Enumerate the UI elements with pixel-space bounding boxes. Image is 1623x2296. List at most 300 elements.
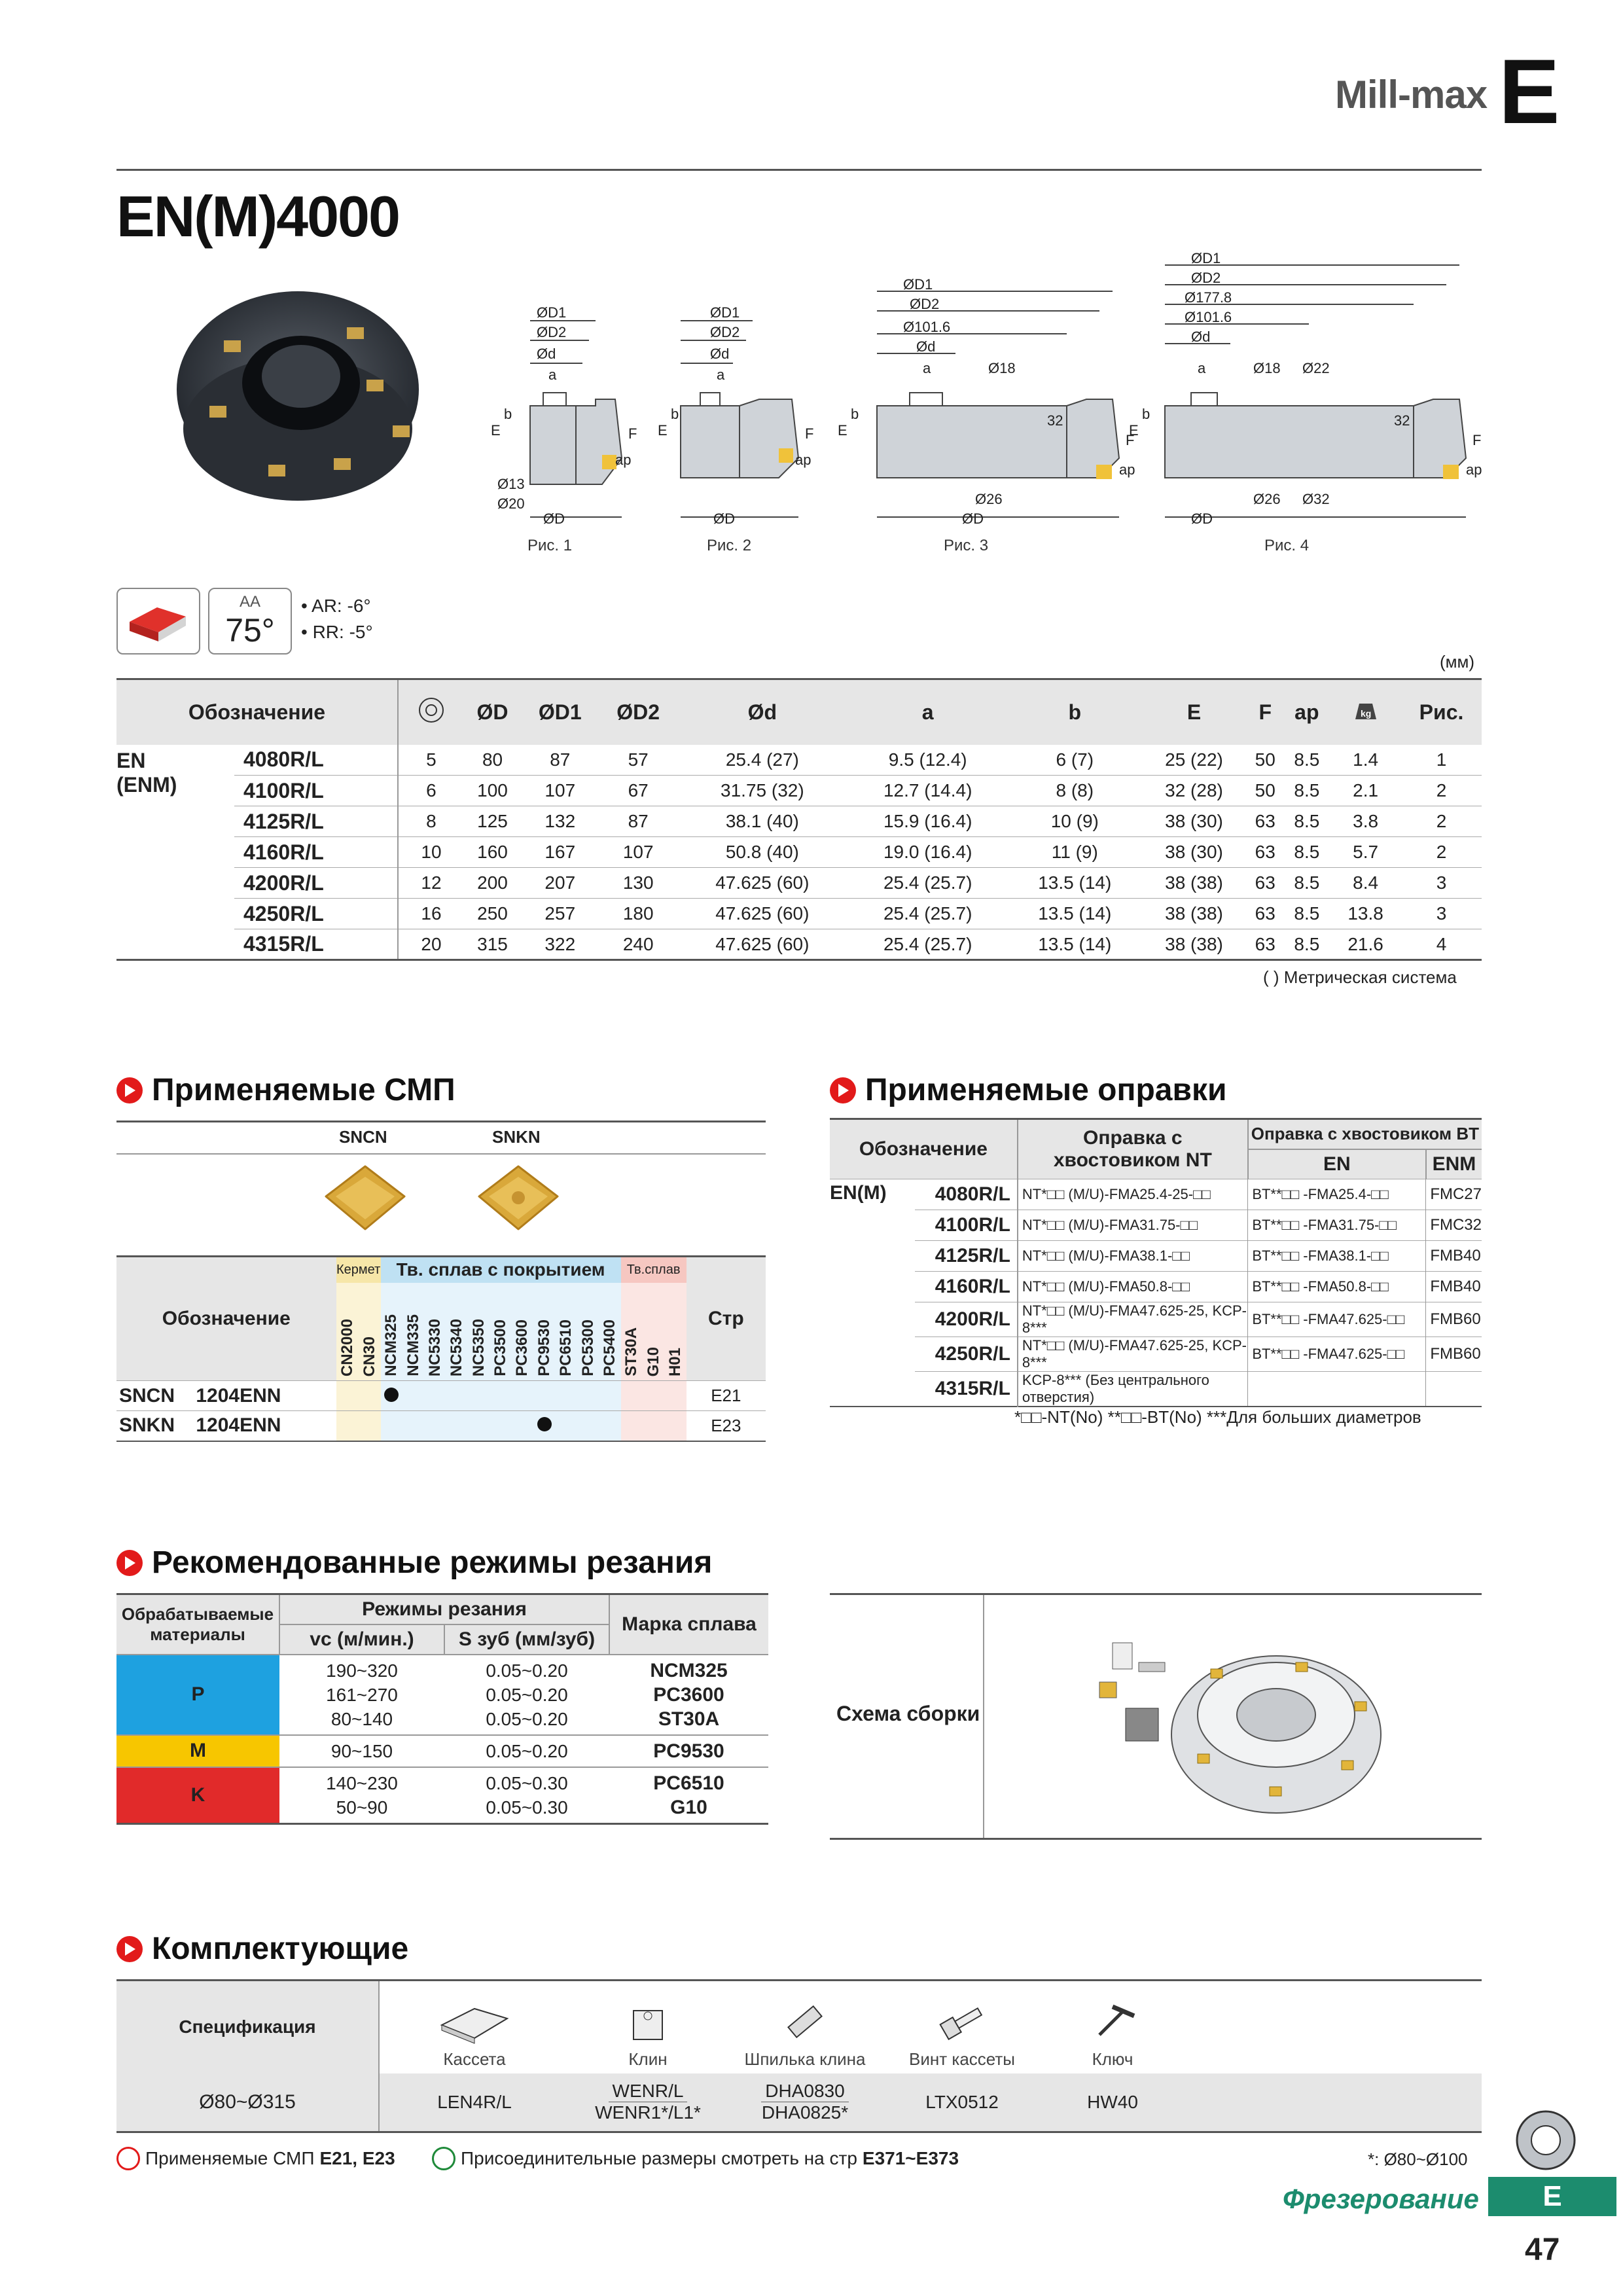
cutting-section-title: Рекомендованные режимы резания — [116, 1545, 712, 1581]
table-cell: 160 — [477, 842, 508, 862]
svg-text:F: F — [628, 425, 637, 442]
arbors-bt-header: Оправка с хвостовиком BT — [1248, 1119, 1482, 1149]
availability-dot-icon — [384, 1388, 399, 1402]
wedge-col: Клин — [569, 1981, 726, 2073]
col-D1: ØD1 — [538, 700, 582, 724]
svg-text:Ø18: Ø18 — [1253, 360, 1281, 376]
teeth-icon — [398, 679, 464, 745]
insert-designation: SNKN 1204ENN — [119, 1414, 281, 1437]
grade-header: CN2000 — [336, 1283, 359, 1381]
svg-text:b: b — [671, 406, 679, 422]
table-row — [830, 1337, 1482, 1372]
snkn-label: SNKN — [492, 1127, 541, 1147]
table-row — [116, 1767, 768, 1824]
cutting-table — [116, 1593, 768, 1825]
dimension-drawings — [458, 250, 1482, 563]
grade-cell — [468, 1381, 490, 1411]
table-cell: 8 — [426, 811, 437, 831]
table-cell: 80 — [482, 749, 503, 770]
svg-text:a: a — [1198, 360, 1206, 376]
arrow-circle-icon — [116, 2147, 140, 2170]
spec-header: Спецификация — [116, 1981, 379, 2073]
grade-header: NCM335 — [402, 1283, 424, 1381]
table-row — [116, 899, 1482, 929]
group-label: (ENM) — [116, 772, 177, 797]
grade-cell — [599, 1381, 620, 1411]
table-cell: 4080R/L — [915, 1179, 1018, 1210]
table-cell: BT**□□ -FMA31.75-□□ — [1248, 1210, 1426, 1241]
availability-dot-icon — [537, 1417, 552, 1431]
svg-text:Ø26: Ø26 — [975, 491, 1003, 507]
group-carbide: Тв.сплав — [621, 1257, 687, 1283]
material-cell: K — [116, 1767, 279, 1824]
table-cell: 16 — [421, 903, 442, 924]
table-cell: 3 — [1436, 903, 1447, 924]
svg-text:b: b — [851, 406, 859, 422]
svg-text:ØD2: ØD2 — [710, 324, 740, 340]
svg-text:a: a — [717, 367, 725, 383]
table-cell: 4200R/L — [234, 868, 398, 899]
inserts-table — [116, 1255, 766, 1442]
grade-cell — [336, 1381, 359, 1411]
svg-text:b: b — [504, 406, 512, 422]
parts-section-title: Комплектующие — [116, 1931, 408, 1967]
col-fig: Рис. — [1419, 700, 1464, 724]
table-cell: NT*□□ (M/U)-FMA25.4-25-□□ — [1018, 1179, 1248, 1210]
fig4-caption: Рис. 4 — [1264, 537, 1310, 554]
table-cell: 3.8 — [1353, 811, 1379, 831]
table-cell: 10 (9) — [1050, 811, 1099, 831]
svg-text:ap: ap — [615, 452, 632, 468]
table-cell: 107 — [622, 842, 654, 862]
inserts-page-header: Стр — [687, 1257, 766, 1381]
table-cell: 8.5 — [1294, 933, 1320, 954]
table-cell: 63 — [1255, 811, 1275, 831]
table-cell: 13.5 (14) — [1038, 872, 1112, 893]
assembly-label: Схема сборки — [836, 1702, 980, 1725]
insert-page[interactable]: E21 — [711, 1386, 741, 1405]
table-cell: FMB40 — [1430, 1247, 1481, 1265]
group-label: EN — [116, 748, 146, 772]
sz-cell: 0.05~0.20 0.05~0.20 0.05~0.20 — [486, 1660, 568, 1729]
cassette-screw-col: Винт кассеты — [883, 1981, 1041, 2073]
table-cell: 4200R/L — [915, 1302, 1018, 1337]
table-cell: 132 — [544, 811, 576, 831]
col-D2: ØD2 — [616, 700, 660, 724]
table-cell: 12 — [421, 872, 442, 893]
table-cell: 19.0 (16.4) — [883, 842, 972, 862]
svg-text:Ød: Ød — [537, 346, 556, 362]
weight-icon — [1330, 679, 1401, 745]
table-cell: 125 — [477, 811, 508, 831]
insert-shape-icon — [116, 588, 200, 655]
table-cell: 4125R/L — [234, 806, 398, 837]
table-cell: 32 (28) — [1165, 780, 1223, 800]
svg-text:ØD: ØD — [543, 511, 565, 527]
table-cell: FMB60 — [1430, 1345, 1481, 1363]
table-cell: 4100R/L — [234, 776, 398, 806]
table-cell: 8 (8) — [1056, 780, 1094, 800]
fig2-caption: Рис. 2 — [707, 537, 752, 554]
table-cell: 8.5 — [1294, 811, 1320, 831]
table-cell: 315 — [477, 933, 508, 954]
table-cell — [1426, 1372, 1482, 1407]
footer-connection-ref[interactable]: Присоединительные размеры смотреть на стр E371~E373 — [432, 2147, 959, 2170]
arbors-en-header: EN — [1248, 1149, 1426, 1179]
grade-header: PC3500 — [490, 1283, 511, 1381]
table-cell: 50.8 (40) — [725, 842, 799, 862]
cutter-thumbnail — [1513, 2108, 1578, 2173]
grade-header: PC5300 — [577, 1283, 599, 1381]
table-cell: 2.1 — [1353, 780, 1379, 800]
svg-text:b: b — [1142, 406, 1150, 422]
table-cell: 8.4 — [1353, 872, 1379, 893]
col-designation: Обозначение — [116, 679, 398, 745]
svg-text:ØD1: ØD1 — [1191, 250, 1221, 266]
svg-text:F: F — [805, 425, 814, 442]
table-cell: 13.8 — [1347, 903, 1383, 924]
col-a: a — [921, 700, 934, 724]
grade-cell — [424, 1381, 446, 1411]
grade-header: NC5350 — [468, 1283, 490, 1381]
material-cell: M — [116, 1735, 279, 1767]
rr-angle: • RR: -5° — [301, 622, 373, 642]
screw-icon — [933, 1999, 991, 2045]
grade-cell — [555, 1411, 577, 1441]
svg-text:32: 32 — [1047, 412, 1063, 429]
cutter-photo — [170, 268, 425, 530]
svg-text:E: E — [1129, 422, 1139, 439]
grade-cell — [512, 1411, 533, 1441]
fig3-caption: Рис. 3 — [944, 537, 989, 554]
table-row — [830, 1272, 1482, 1302]
grade-cell — [664, 1411, 686, 1441]
table-row — [830, 1372, 1482, 1407]
sncn-insert-image — [319, 1164, 411, 1236]
table-cell: 11 (9) — [1051, 842, 1098, 862]
table-cell: 100 — [477, 780, 508, 800]
parts-row-label: Ø80~Ø315 — [116, 2073, 379, 2132]
insert-designation: SNCN 1204ENN — [119, 1384, 281, 1407]
table-cell: 4 — [1436, 933, 1447, 954]
arbor-group: EN(M) — [830, 1182, 887, 1204]
footer-inserts-ref[interactable]: Применяемые СМП E21, E23 — [116, 2147, 395, 2170]
table-cell: 87 — [628, 811, 649, 831]
table-cell: 12.7 (14.4) — [883, 780, 972, 800]
assembly-divider — [983, 1595, 984, 1838]
table-row — [116, 1411, 766, 1441]
grade-cell — [468, 1411, 490, 1441]
table-cell: 63 — [1255, 842, 1275, 862]
table-cell: 130 — [622, 872, 654, 893]
arbors-table — [830, 1118, 1482, 1407]
table-row — [116, 1655, 768, 1735]
grade-header: H01 — [664, 1283, 686, 1381]
grade-header: PC9530 — [533, 1283, 555, 1381]
cassette-value: LEN4R/L — [437, 2091, 512, 2112]
svg-text:Ø32: Ø32 — [1302, 491, 1330, 507]
grade-cell — [359, 1381, 381, 1411]
table-cell — [1248, 1372, 1426, 1407]
table-row — [116, 776, 1482, 806]
grade-cell: PC6510 G10 — [653, 1772, 724, 1818]
vc-cell: 190~320 161~270 80~140 — [326, 1660, 398, 1729]
grade-cell — [577, 1411, 599, 1441]
svg-text:ØD2: ØD2 — [910, 296, 940, 312]
svg-text:F: F — [1472, 432, 1482, 448]
table-cell: 2 — [1436, 842, 1447, 862]
table-cell: 8.5 — [1294, 780, 1320, 800]
grade-cell — [643, 1381, 664, 1411]
table-cell: 47.625 (60) — [715, 933, 810, 954]
table-cell: 38 (38) — [1165, 903, 1223, 924]
svg-text:E: E — [838, 422, 847, 439]
col-D: ØD — [476, 700, 508, 724]
table-cell: BT**□□ -FMA25.4-□□ — [1248, 1179, 1426, 1210]
grade-cell — [643, 1411, 664, 1441]
vc-cell: 90~150 — [330, 1740, 393, 1761]
inserts-rule — [116, 1121, 766, 1122]
approach-angle-box — [208, 588, 292, 655]
table-row — [116, 929, 1482, 960]
wedge-value: WENR/L WENR1*/L1* — [595, 2081, 701, 2123]
svg-text:E: E — [491, 422, 501, 439]
grade-header: PC5400 — [599, 1283, 620, 1381]
table-cell: 25.4 (27) — [725, 749, 799, 770]
table-row — [116, 868, 1482, 899]
svg-text:F: F — [1126, 432, 1135, 448]
grade-cell — [381, 1411, 402, 1441]
table-cell: 4125R/L — [915, 1241, 1018, 1272]
grade-cell — [336, 1411, 359, 1441]
table-cell: 4160R/L — [234, 837, 398, 868]
table-cell: 67 — [628, 780, 649, 800]
section-letter: E — [1499, 40, 1560, 143]
table-cell: BT**□□ -FMA38.1-□□ — [1248, 1241, 1426, 1272]
table-cell: 13.5 (14) — [1038, 933, 1112, 954]
table-cell: FMB60 — [1430, 1310, 1481, 1328]
table-cell: 25.4 (25.7) — [883, 903, 972, 924]
table-cell: 8.5 — [1294, 872, 1320, 893]
table-cell: 4250R/L — [234, 899, 398, 929]
table-cell: 200 — [477, 872, 508, 893]
sz-cell: 0.05~0.30 0.05~0.30 — [486, 1772, 568, 1818]
svg-text:Ø22: Ø22 — [1302, 360, 1330, 376]
aa-label: AA — [239, 593, 260, 611]
col-ap: ap — [1294, 700, 1319, 724]
screw-value: LTX0512 — [925, 2091, 999, 2112]
svg-text:Ød: Ød — [916, 338, 936, 355]
section-arrow-icon — [116, 1936, 143, 1962]
table-row — [116, 806, 1482, 837]
grade-cell — [359, 1411, 381, 1441]
table-cell: 3 — [1436, 872, 1447, 893]
vc-header: vc (м/мин.) — [279, 1624, 444, 1655]
svg-text:ØD: ØD — [1191, 511, 1213, 527]
grade-cell — [599, 1411, 620, 1441]
svg-text:ap: ap — [795, 452, 812, 468]
grade-cell — [446, 1381, 468, 1411]
svg-text:Ø20: Ø20 — [497, 495, 525, 512]
table-cell: 4080R/L — [234, 745, 398, 776]
cassette-icon — [435, 1999, 514, 2045]
grade-cell — [664, 1381, 686, 1411]
grade-cell — [621, 1381, 643, 1411]
table-cell: 21.6 — [1347, 933, 1383, 954]
key-value: HW40 — [1087, 2091, 1138, 2112]
grade-header: ST30A — [621, 1283, 643, 1381]
svg-text:E: E — [658, 422, 668, 439]
material-header: Обрабатываемые материалы — [116, 1594, 279, 1655]
grade-header: NCM325 — [381, 1283, 402, 1381]
assembly-rule-top — [830, 1593, 1482, 1595]
table-cell: FMC27 — [1430, 1185, 1482, 1203]
svg-text:Ø101.6: Ø101.6 — [903, 319, 951, 335]
weight-unit: kg — [1360, 708, 1371, 719]
grade-cell — [490, 1381, 511, 1411]
svg-text:ØD2: ØD2 — [1191, 270, 1221, 286]
section-name: Фрезерование — [1283, 2183, 1479, 2214]
cassette-col: Кассета — [379, 1981, 569, 2073]
grade-cell — [533, 1411, 555, 1441]
inserts-rule2 — [116, 1153, 766, 1155]
table-cell: 107 — [544, 780, 576, 800]
table-cell: 47.625 (60) — [715, 903, 810, 924]
grade-header: PC6510 — [555, 1283, 577, 1381]
table-cell: 9.5 (12.4) — [888, 749, 967, 770]
col-E: E — [1186, 700, 1202, 724]
table-cell: 5 — [426, 749, 437, 770]
grade-cell — [577, 1381, 599, 1411]
star-note: *: Ø80~Ø100 — [1368, 2149, 1468, 2169]
table-cell: 38 (38) — [1165, 933, 1223, 954]
table-cell: 4100R/L — [915, 1210, 1018, 1241]
table-cell: 47.625 (60) — [715, 872, 810, 893]
table-cell: 4315R/L — [915, 1372, 1018, 1407]
sz-cell: 0.05~0.20 — [486, 1740, 568, 1761]
table-cell: 6 — [426, 780, 437, 800]
table-row — [116, 1381, 766, 1411]
fig1-caption: Рис. 1 — [527, 537, 573, 554]
table-cell: FMC32 — [1430, 1216, 1482, 1234]
svg-text:Ø101.6: Ø101.6 — [1185, 309, 1232, 325]
insert-page[interactable]: E23 — [711, 1415, 741, 1435]
main-spec-table — [116, 678, 1482, 961]
metric-note: ( ) Метрическая система — [1263, 967, 1457, 987]
grade-cell — [512, 1381, 533, 1411]
assembly-drawing — [1073, 1623, 1387, 1820]
svg-text:Ø26: Ø26 — [1253, 491, 1281, 507]
svg-text:ØD1: ØD1 — [903, 276, 933, 293]
grade-cell — [424, 1411, 446, 1441]
key-col: Ключ — [1041, 1981, 1185, 2073]
col-d: Ød — [747, 700, 777, 724]
svg-text:ØD1: ØD1 — [710, 304, 740, 321]
units-label: (мм) — [1440, 652, 1475, 672]
section-arrow-icon — [116, 1550, 143, 1576]
sncn-label: SNCN — [339, 1127, 387, 1147]
table-cell: FMB40 — [1430, 1278, 1481, 1295]
page-number: 47 — [1525, 2233, 1560, 2267]
table-cell: 4315R/L — [234, 929, 398, 960]
snkn-insert-image — [473, 1164, 564, 1236]
arbors-note: *□□-NT(No) **□□-BT(No) ***Для больших диаметров — [1014, 1407, 1421, 1427]
table-cell: 63 — [1255, 903, 1275, 924]
grade-header: Марка сплава — [609, 1594, 768, 1655]
group-cell — [116, 745, 234, 960]
svg-text:ap: ap — [1466, 461, 1482, 478]
grade-header: G10 — [643, 1283, 664, 1381]
table-cell: 6 (7) — [1056, 749, 1094, 770]
table-cell: 10 — [421, 842, 442, 862]
grade-cell — [621, 1411, 643, 1441]
svg-text:32: 32 — [1394, 412, 1410, 429]
svg-text:ØD2: ØD2 — [537, 324, 567, 340]
table-row — [830, 1241, 1482, 1272]
table-cell: BT**□□ -FMA47.625-□□ — [1248, 1337, 1426, 1372]
parts-table — [116, 1979, 1482, 2133]
table-row — [116, 837, 1482, 868]
grade-cell — [446, 1411, 468, 1441]
table-cell: 8.5 — [1294, 842, 1320, 862]
grade-cell — [402, 1411, 424, 1441]
arbors-enm-header: ENM — [1432, 1153, 1476, 1175]
stud-value: DHA0830 DHA0825* — [761, 2081, 849, 2123]
aa-value: 75° — [225, 612, 275, 649]
table-cell: NT*□□ (M/U)-FMA47.625-25, KCP-8*** — [1018, 1337, 1248, 1372]
table-cell: NT*□□ (M/U)-FMA50.8-□□ — [1018, 1272, 1248, 1302]
ar-angle: • AR: -6° — [301, 596, 371, 616]
arbors-nt-header: Оправка с хвостовиком NT — [1018, 1119, 1248, 1179]
table-cell: 15.9 (16.4) — [883, 811, 972, 831]
table-cell: 240 — [622, 933, 654, 954]
table-cell: 322 — [544, 933, 576, 954]
table-cell: 20 — [421, 933, 442, 954]
arrow-circle-icon — [432, 2147, 455, 2170]
grade-cell: NCM325 PC3600 ST30A — [650, 1659, 728, 1730]
top-rule — [116, 169, 1482, 171]
table-cell: 87 — [550, 749, 571, 770]
table-cell: NT*□□ (M/U)-FMA31.75-□□ — [1018, 1210, 1248, 1241]
svg-text:ØD: ØD — [713, 511, 735, 527]
table-cell: 50 — [1255, 749, 1275, 770]
table-cell: 38.1 (40) — [725, 811, 799, 831]
svg-text:ØD1: ØD1 — [537, 304, 567, 321]
group-cermet: Кермет — [336, 1257, 381, 1283]
svg-text:ØD: ØD — [962, 511, 984, 527]
table-row — [830, 1302, 1482, 1337]
table-cell: 38 (30) — [1165, 842, 1223, 862]
table-cell: 5.7 — [1353, 842, 1379, 862]
table-cell: 25.4 (25.7) — [883, 933, 972, 954]
grade-header: NC5330 — [424, 1283, 446, 1381]
grade-cell — [402, 1381, 424, 1411]
table-cell: 1 — [1436, 749, 1447, 770]
brand-name: Mill-max — [1335, 73, 1488, 117]
table-cell: 38 (30) — [1165, 811, 1223, 831]
table-cell: 8.5 — [1294, 903, 1320, 924]
sz-header: S зуб (мм/зуб) — [458, 1628, 596, 1650]
table-cell: BT**□□ -FMA50.8-□□ — [1248, 1272, 1426, 1302]
table-cell: 1.4 — [1353, 749, 1379, 770]
wedge-stud-col: Шпилька клина — [726, 1981, 883, 2073]
table-cell: KCP-8*** (Без центрального отверстия) — [1018, 1372, 1248, 1407]
vc-cell: 140~230 50~90 — [326, 1772, 398, 1818]
grade-cell — [533, 1381, 555, 1411]
inserts-designation-header: Обозначение — [116, 1257, 336, 1381]
grade-cell — [555, 1381, 577, 1411]
svg-text:ap: ap — [1119, 461, 1135, 478]
